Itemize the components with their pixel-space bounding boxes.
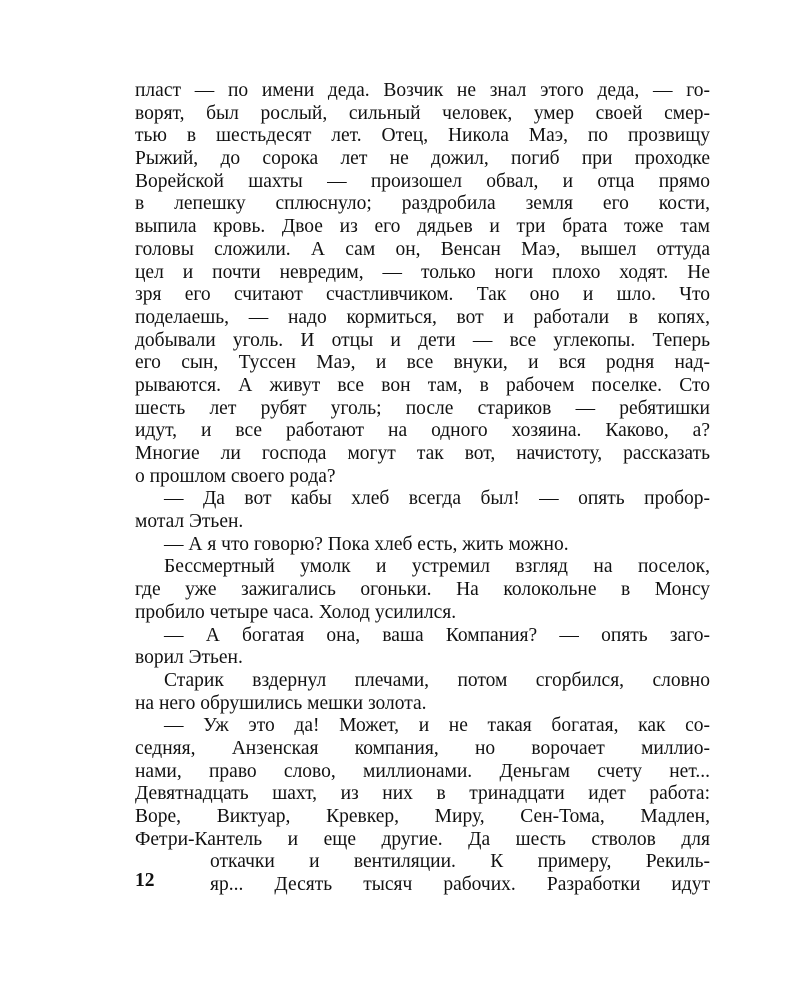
text-line: Воре, Виктуар, Кревкер, Миру, Сен-Тома, Мадлен, [135,806,710,827]
text-line: Рыжий, до сорока лет не дожил, погиб при проходке [135,148,710,170]
text-line: пробило четыре часа. Холод усилился. [135,601,457,623]
text-line: откачки и вентиляции. К примеру, Рекиль- [210,851,710,873]
text-line: в лепешку сплюснуло; раздробила земля его кости, [135,193,710,215]
text-line: идут, и все работают на одного хозяина. Каково, а? [135,420,710,442]
text-line: где уже зажигались огоньки. На колокольне в Монсу [135,579,710,601]
text-line: тью в шестьдесят лет. Отец, Никола Маэ, по прозвищу [135,125,710,147]
text-line: шесть лет рубят уголь; после стариков — ребятишки [135,397,710,419]
text-line: Ворейской шахты — произошел обвал, и отца прямо [135,170,710,192]
text-line: ворил Этьен. [135,647,243,669]
text-line: на него обрушились мешки золота. [135,692,427,714]
text-line: Старик вздернул плечами, потом сгорбился, словно [164,669,710,691]
text-line: головы сложили. А сам он, Венсан Маэ, вышел оттуда [135,238,710,260]
text-line: Многие ли господа могут так вот, начистоту, рассказать [135,443,710,464]
text-line: нами, право слово, миллионами. Деньгам счету нет... [135,760,710,782]
text-line: выпила кровь. Двое из его дядьев и три брата тоже там [135,216,710,238]
text-line: яр... Десять тысяч рабочих. Разработки идут [210,874,710,896]
text-line: Бессмертный умолк и устремил взгляд на поселок, [164,556,710,578]
text-line: рываются. А живут все вон там, в рабочем поселке. Сто [135,374,710,396]
text-line: — Да вот кабы хлеб всегда был! — опять пробор- [164,488,710,510]
text-line: пласт — по имени деда. Возчик не знал этого деда, — го- [135,80,710,101]
text-line: поделаешь, — надо кормиться, вот и работали в копях, [135,306,710,328]
text-line: — А я что говорю? Пока хлеб есть, жить можно. [164,533,569,555]
text-line: зря его считают счастливчиком. Так оно и шло. Что [135,284,710,306]
text-line: мотал Этьен. [135,511,244,533]
text-line: Фетри-Кантель и еще другие. Да шесть стволов для [135,828,710,850]
text-line: Девятнадцать шахт, из них в тринадцати идет работа: [135,783,710,805]
text-line: о прошлом своего рода? [135,465,336,487]
text-line: седняя, Анзенская компания, но ворочает миллио- [135,737,710,759]
text-line: цел и почти невредим, — только ноги плохо ходят. Не [135,261,710,283]
page-number: 12 [135,870,155,891]
text-line: ворят, был рослый, сильный человек, умер своей смер- [135,102,710,124]
text-line: — А богатая она, ваша Компания? — опять заго- [164,624,710,646]
text-line: его сын, Туссен Маэ, и все внуки, и вся родня над- [135,352,710,374]
text-line: — Уж это да! Может, и не такая богатая, как со- [164,715,710,737]
body-text [135,80,710,897]
text-line: добывали уголь. И отцы и дети — все углекопы. Теперь [135,329,710,351]
